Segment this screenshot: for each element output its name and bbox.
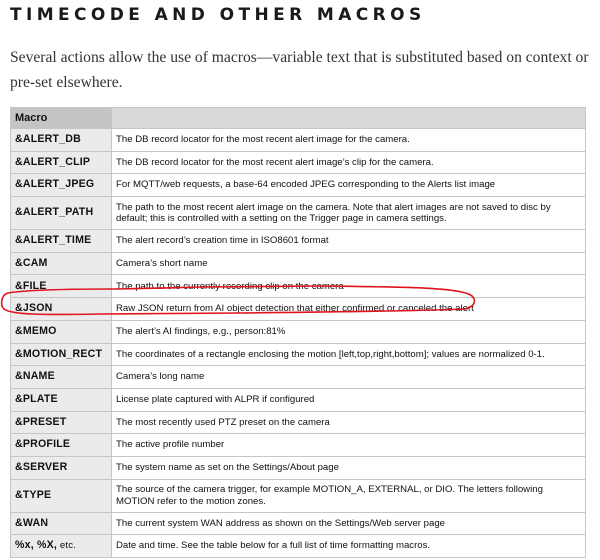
macro-name: &ALERT_JPEG	[11, 174, 112, 197]
table-row-highlighted	[11, 298, 586, 321]
table-row	[11, 512, 586, 535]
macro-description: The system name as set on the Settings/About page	[112, 456, 586, 479]
macro-description: Camera’s short name	[112, 252, 586, 275]
macro-name: &PRESET	[11, 411, 112, 434]
macro-description: The path to the currently recording clip on the camera	[112, 275, 586, 298]
macro-description: The alert’s AI findings, e.g., person:81%	[112, 320, 586, 343]
macro-name: &MEMO	[11, 320, 112, 343]
table-row	[11, 411, 586, 434]
intro-paragraph: Several actions allow the use of macros—variable text that is substituted based on context or pre-set elsewhere.	[10, 49, 589, 91]
macro-name: &NAME	[11, 366, 112, 389]
macro-description: The current system WAN address as shown on the Settings/Web server page	[112, 512, 586, 535]
macro-name: &FILE	[11, 275, 112, 298]
macro-description: Date and time. See the table below for a full list of time formatting macros.	[112, 535, 586, 558]
table-row	[11, 366, 586, 389]
table-row	[11, 343, 586, 366]
macro-name: &SERVER	[11, 456, 112, 479]
table-row	[11, 456, 586, 479]
macro-name: &CAM	[11, 252, 112, 275]
table-row	[11, 479, 586, 512]
macro-table	[10, 107, 586, 558]
table-row	[11, 275, 586, 298]
table-row	[11, 129, 586, 152]
header-macro: Macro	[11, 108, 112, 129]
table-row	[11, 252, 586, 275]
macro-description: The active profile number	[112, 434, 586, 457]
macro-description: License plate captured with ALPR if configured	[112, 388, 586, 411]
macro-name: &WAN	[11, 512, 112, 535]
table-row	[11, 230, 586, 253]
table-row	[11, 434, 586, 457]
table-row	[11, 320, 586, 343]
page-heading: TIMECODE AND OTHER MACROS	[10, 5, 426, 25]
macro-description: The DB record locator for the most recent alert image’s clip for the camera.	[112, 151, 586, 174]
macro-name: &JSON	[11, 298, 112, 321]
macro-name	[11, 535, 112, 558]
macro-name: &ALERT_DB	[11, 129, 112, 152]
macro-name: &ALERT_CLIP	[11, 151, 112, 174]
macro-name: &ALERT_PATH	[11, 197, 112, 230]
macro-name: &PROFILE	[11, 434, 112, 457]
table-row	[11, 151, 586, 174]
macro-description: Camera’s long name	[112, 366, 586, 389]
macro-description: The DB record locator for the most recent alert image for the camera.	[112, 129, 586, 152]
macro-description: For MQTT/web requests, a base-64 encoded JPEG corresponding to the Alerts list image	[112, 174, 586, 197]
header-description	[112, 108, 586, 129]
macro-description: The source of the camera trigger, for example MOTION_A, EXTERNAL, or DIO. The letters following MOTION refer to the motion zones.	[112, 479, 586, 512]
macro-name: &MOTION_RECT	[11, 343, 112, 366]
table-row	[11, 388, 586, 411]
macro-name: &PLATE	[11, 388, 112, 411]
table-header-row	[11, 108, 586, 129]
macro-description: The most recently used PTZ preset on the camera	[112, 411, 586, 434]
macro-description: The coordinates of a rectangle enclosing the motion [left,top,right,bottom]; values are normalized 0-1.	[112, 343, 586, 366]
macro-description: The path to the most recent alert image on the camera. Note that alert images are not saved to disc by default; this is controlled with a setting on the Trigger page in camera settings.	[112, 197, 586, 230]
macro-name-text: %x, %X,	[15, 539, 58, 552]
macro-name: &TYPE	[11, 479, 112, 512]
macro-name: &ALERT_TIME	[11, 230, 112, 253]
macro-description: Raw JSON return from AI object detection that either confirmed or canceled the alert	[112, 298, 586, 321]
table-row	[11, 535, 586, 558]
macro-description: The alert record’s creation time in ISO8601 format	[112, 230, 586, 253]
table-row	[11, 174, 586, 197]
macro-name-suffix: etc.	[57, 540, 77, 552]
table-row	[11, 197, 586, 230]
